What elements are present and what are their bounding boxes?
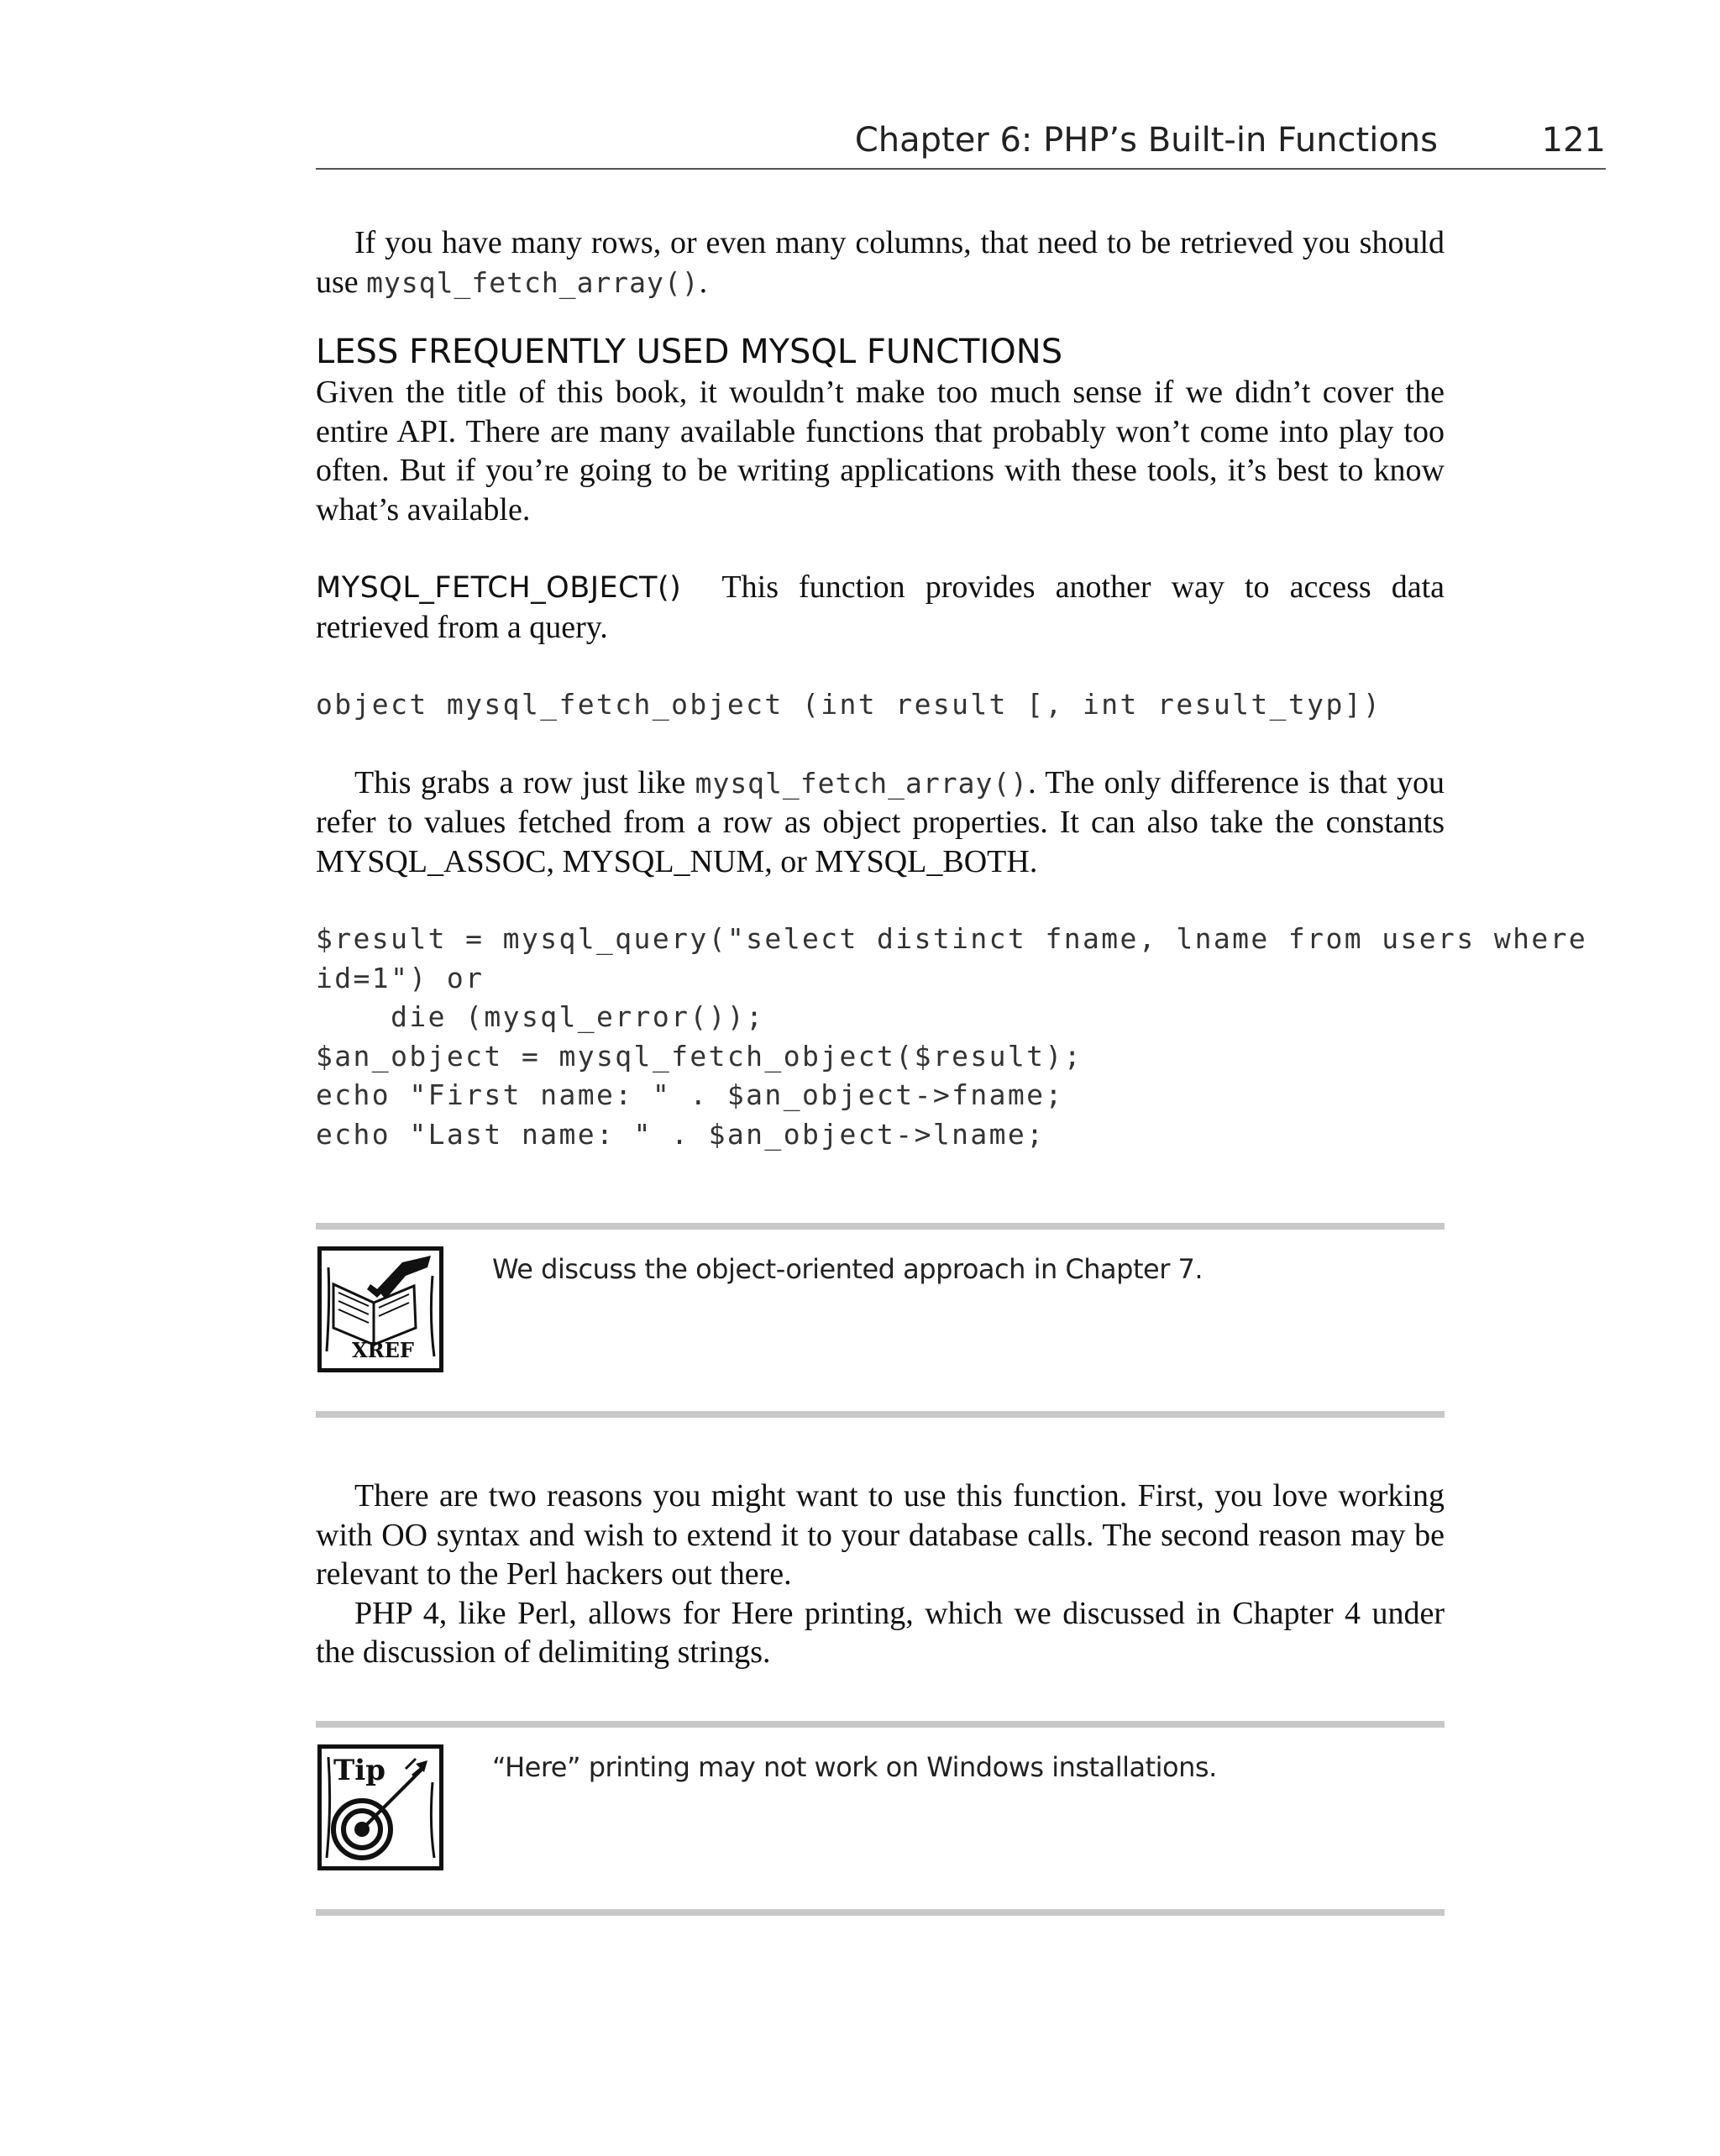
main-content — [316, 223, 1588, 1154]
inline-code: mysql_fetch_array() — [366, 265, 700, 299]
code-line: echo "First name: " . $an_object->fname; — [316, 1078, 1064, 1111]
paragraph-api: Given the title of this book, it wouldn’t make too much sense if we didn’t cover the entire API. There are many available functions that probably won’t come into play too often. But if you’re going to be writing applications with these tools, it’s best to know what’s available. — [316, 375, 1445, 527]
tip-icon-label: Tip — [333, 1754, 385, 1787]
paragraph-here-printing: PHP 4, like Perl, allows for Here printing, which we discussed in Chapter 4 under the discussion of delimiting strings. — [316, 1595, 1445, 1670]
callout-bottom-rule — [316, 1411, 1445, 1418]
xref-callout — [316, 1223, 1445, 1418]
tip-note-text: “Here” printing may not work on Windows installations. — [492, 1751, 1217, 1783]
callout-top-rule — [316, 1721, 1445, 1728]
chapter-title: Chapter 6: PHP’s Built-in Functions — [854, 121, 1438, 160]
paragraph-fetch-object — [316, 568, 1445, 647]
paragraph-grabs-row-text1: This grabs a row just like — [354, 764, 695, 800]
code-line: id=1") or — [316, 961, 485, 994]
code-line: die (mysql_error()); — [316, 1000, 765, 1033]
paragraph-intro-end: . — [699, 264, 708, 300]
function-runin-heading: MYSQL_FETCH_OBJECT() — [316, 571, 682, 605]
code-line: $result = mysql_query("select distinct fname, lname from users where — [316, 922, 1588, 955]
callout-top-rule — [316, 1223, 1445, 1230]
paragraph-intro-text: If you have many rows, or even many columns, that need to be retrieved you should use — [316, 225, 1445, 300]
xref-note-text: We discuss the object-oriented approach in Chapter 7. — [492, 1253, 1203, 1285]
callout-bottom-rule — [316, 1909, 1445, 1916]
xref-icon-label: XREF — [352, 1338, 414, 1362]
tip-callout — [316, 1721, 1445, 1916]
paragraph-grabs-row-text2: . The only difference is that you refer to values fetched from a row as object properties. It can also take the constants MYSQL_ASSOC, MYSQL_NUM, or MYSQL_BOTH. — [316, 764, 1445, 879]
function-signature: object mysql_fetch_object (int result [, int result_typ]) — [316, 688, 1382, 721]
running-header — [316, 114, 1606, 170]
page-number: 121 — [1541, 121, 1606, 160]
paragraph-fetch-object-text: This function provides another way to access data retrieved from a query. — [316, 569, 1445, 645]
paragraph-grabs-row — [316, 763, 1445, 882]
main-content-continued — [316, 1477, 1445, 1672]
paragraph-two-reasons: There are two reasons you might want to use this function. First, you love working with OO syntax and wish to extend it to your database calls. The second reason may be relevant to the Perl hackers out there. — [316, 1478, 1445, 1592]
tip-target-icon — [317, 1744, 443, 1870]
code-line: $an_object = mysql_fetch_object($result); — [316, 1039, 1083, 1073]
paragraph-intro — [316, 223, 1445, 302]
xref-book-icon — [317, 1246, 443, 1372]
section-heading: LESS FREQUENTLY USED MYSQL FUNCTIONS — [316, 333, 1063, 371]
code-listing — [316, 920, 1588, 1154]
code-line: echo "Last name: " . $an_object->lname; — [316, 1117, 1046, 1151]
inline-code: mysql_fetch_array() — [695, 766, 1029, 800]
